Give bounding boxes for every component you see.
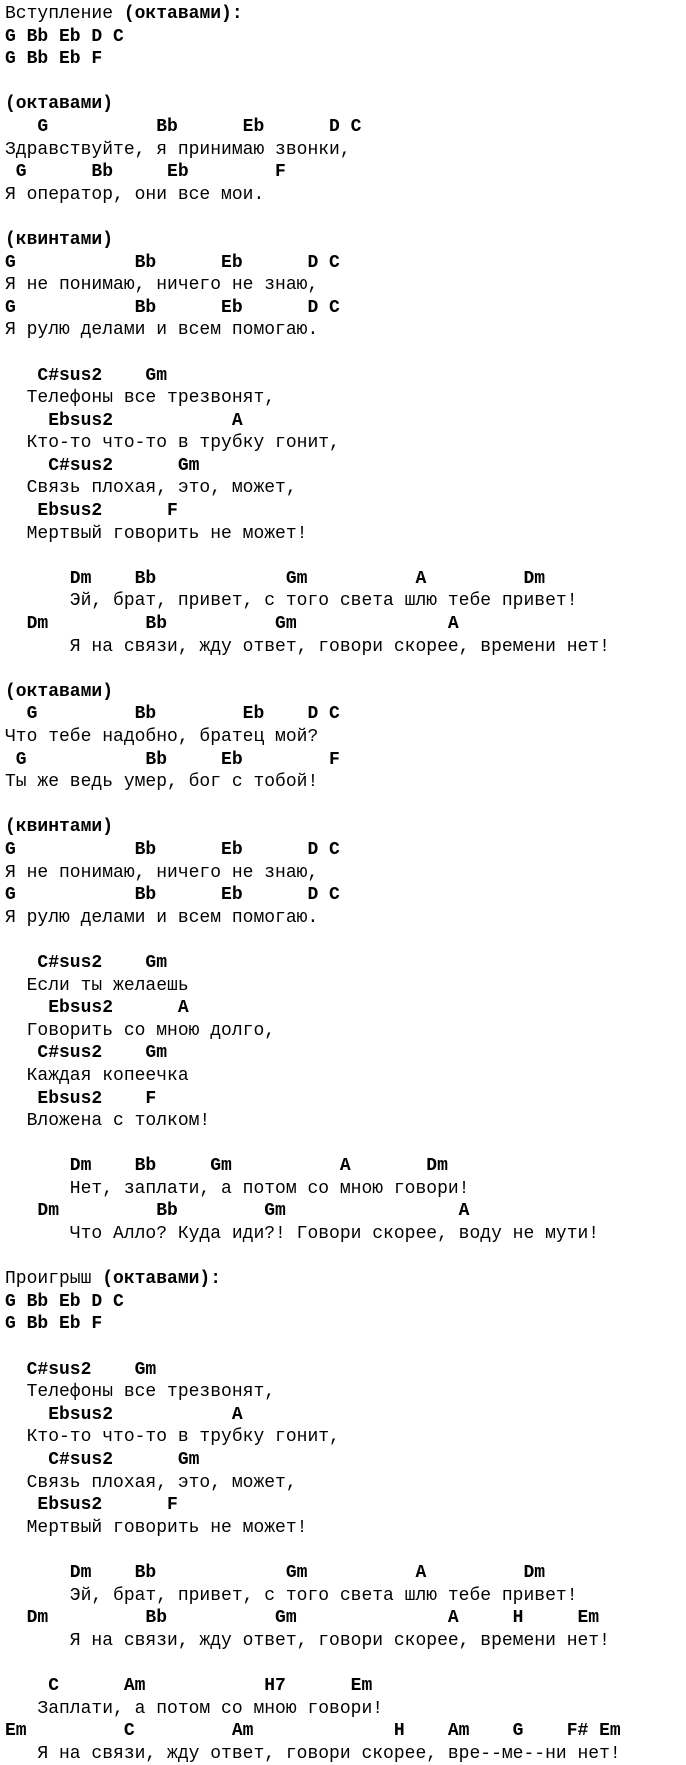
lyric-line (5, 636, 621, 659)
section-tag: (октавами): (102, 1269, 222, 1290)
blank-line (5, 1133, 621, 1156)
lyric-line (5, 1110, 621, 1133)
blank-line (5, 545, 621, 568)
lyric-text: Телефоны все трезвонят, (5, 1382, 276, 1403)
lyric-line (5, 1178, 621, 1201)
lyric-text: Что Алло? Куда иди?! Говори скорее, воду не мути! (5, 1224, 600, 1245)
chord-line: C#sus2 Gm (5, 1043, 168, 1064)
lyric-line (5, 862, 621, 885)
lyric-text: Эй, брат, привет, с того света шлю тебе привет! (5, 1585, 578, 1606)
chord-line: G Bb Eb D C (5, 704, 340, 725)
chord-line: Ebsus2 A (5, 1404, 243, 1425)
lyric-text: Нет, заплати, а потом со мною говори! (5, 1178, 470, 1199)
chord-line: Dm Bb Gm A (5, 614, 459, 635)
lyric-line (5, 1268, 621, 1291)
chord-line: Em C Am H Am G F# Em (5, 1721, 621, 1742)
chord-line: C#sus2 Gm (5, 455, 200, 476)
chord-line: G Bb Eb F (5, 162, 286, 183)
chord-line: C#sus2 Gm (5, 1359, 157, 1380)
lyric-text: Кто-то что-то в трубку гонит, (5, 1427, 340, 1448)
lyric-line (5, 726, 621, 749)
lyric-text: Я на связи, жду ответ, говори скорее, времени нет! (5, 636, 610, 657)
lyric-text: Я не понимаю, ничего не знаю, (5, 275, 319, 296)
chord-line: G Bb Eb D C (5, 252, 340, 273)
chord-line: Dm Bb Gm A Dm (5, 568, 546, 589)
chord-line: Dm Bb Gm A (5, 1201, 470, 1222)
lyric-line (5, 1517, 621, 1540)
lyric-line (5, 1426, 621, 1449)
lyric-line (5, 907, 621, 930)
chord-line: Dm Bb Gm A Dm (5, 1562, 546, 1583)
lyric-text: Я оператор, они все мои. (5, 184, 265, 205)
lyric-line (5, 319, 621, 342)
lyric-text: Мертвый говорить не может! (5, 523, 308, 544)
lyric-text: Я на связи, жду ответ, говори скорее, времени нет! (5, 1630, 610, 1651)
section-header: (квинтами) (5, 817, 114, 838)
lyric-line (5, 139, 621, 162)
section-header: (квинтами) (5, 229, 114, 250)
lyric-text: Вступление (5, 4, 124, 24)
lyric-text: Здравствуйте, я принимаю звонки, (5, 139, 351, 160)
chord-line: Ebsus2 F (5, 1495, 178, 1516)
chord-line: C#sus2 Gm (5, 365, 168, 386)
lyric-line (5, 975, 621, 998)
lyric-text: Телефоны все трезвонят, (5, 388, 276, 409)
blank-line (5, 71, 621, 94)
lyric-text: Заплати, а потом со мною говори! (5, 1698, 384, 1719)
chord-line: C Am H7 Em (5, 1675, 373, 1696)
lyric-text: Говорить со мною долго, (5, 1020, 276, 1041)
chord-line: G Bb Eb F (5, 749, 340, 770)
lyric-line (5, 771, 621, 794)
lyric-text: Вложена с толком! (5, 1111, 211, 1132)
lyric-text: Что тебе надобно, братец мой? (5, 727, 319, 747)
lyric-line (5, 1472, 621, 1495)
chord-line: Dm Bb Gm A H Em (5, 1608, 600, 1629)
chord-line: C#sus2 Gm (5, 1450, 200, 1470)
lyric-line (5, 1630, 621, 1653)
lyric-line (5, 1381, 621, 1404)
lyric-line (5, 523, 621, 546)
lyric-text: Я рулю делами и всем помогаю. (5, 320, 319, 341)
lyric-line (5, 1020, 621, 1043)
lyric-line (5, 1223, 621, 1246)
chord-sheet (5, 3, 621, 1765)
blank-line (5, 1539, 621, 1562)
lyric-line (5, 1698, 621, 1721)
chord-line: Ebsus2 F (5, 1088, 157, 1109)
lyric-text: Связь плохая, это, может, (5, 478, 297, 499)
lyric-text: Я не понимаю, ничего не знаю, (5, 862, 319, 883)
chord-line: G Bb Eb D C (5, 26, 124, 47)
chord-line: Dm Bb Gm A Dm (5, 1156, 448, 1177)
section-tag: (октавами): (123, 4, 243, 24)
blank-line (5, 1246, 621, 1269)
blank-line (5, 929, 621, 952)
chord-line: C#sus2 Gm (5, 952, 168, 973)
blank-line (5, 658, 621, 681)
lyric-line (5, 1065, 621, 1088)
blank-line (5, 794, 621, 817)
lyric-text: Мертвый говорить не может! (5, 1517, 308, 1538)
lyric-text: Эй, брат, привет, с того света шлю тебе привет! (5, 591, 578, 612)
section-header: (октавами) (5, 94, 114, 115)
lyric-text: Я рулю делами и всем помогаю. (5, 907, 319, 928)
lyric-line (5, 274, 621, 297)
blank-line (5, 1652, 621, 1675)
chord-line: G Bb Eb D C (5, 1291, 124, 1312)
chord-line: Ebsus2 A (5, 410, 243, 431)
chord-line: G Bb Eb D C (5, 885, 340, 906)
chord-line: G Bb Eb F (5, 1314, 103, 1335)
section-header: (октавами) (5, 681, 114, 702)
lyric-line (5, 432, 621, 455)
chord-line: Ebsus2 A (5, 998, 189, 1019)
lyric-text: Связь плохая, это, может, (5, 1472, 297, 1493)
lyric-text: Ты же ведь умер, бог с тобой! (5, 772, 319, 793)
blank-line (5, 206, 621, 229)
chord-line: Ebsus2 F (5, 501, 178, 522)
blank-line (5, 1336, 621, 1359)
lyric-line (5, 1585, 621, 1608)
lyric-line (5, 184, 621, 207)
chord-line: G Bb Eb D C (5, 297, 340, 318)
chord-line: G Bb Eb D C (5, 116, 362, 137)
lyric-line (5, 1743, 621, 1765)
lyric-text: Каждая копеечка (5, 1065, 189, 1086)
lyric-line (5, 3, 621, 26)
lyric-line (5, 477, 621, 500)
lyric-line (5, 387, 621, 410)
blank-line (5, 342, 621, 365)
chord-line: G Bb Eb D C (5, 839, 340, 860)
lyric-text: Я на связи, жду ответ, говори скорее, вре--ме--ни нет! (5, 1743, 621, 1764)
lyric-text: Если ты желаешь (5, 975, 189, 996)
chord-line: G Bb Eb F (5, 49, 103, 70)
lyric-line (5, 590, 621, 613)
lyric-text: Проигрыш (5, 1269, 103, 1290)
lyric-text: Кто-то что-то в трубку гонит, (5, 433, 340, 454)
